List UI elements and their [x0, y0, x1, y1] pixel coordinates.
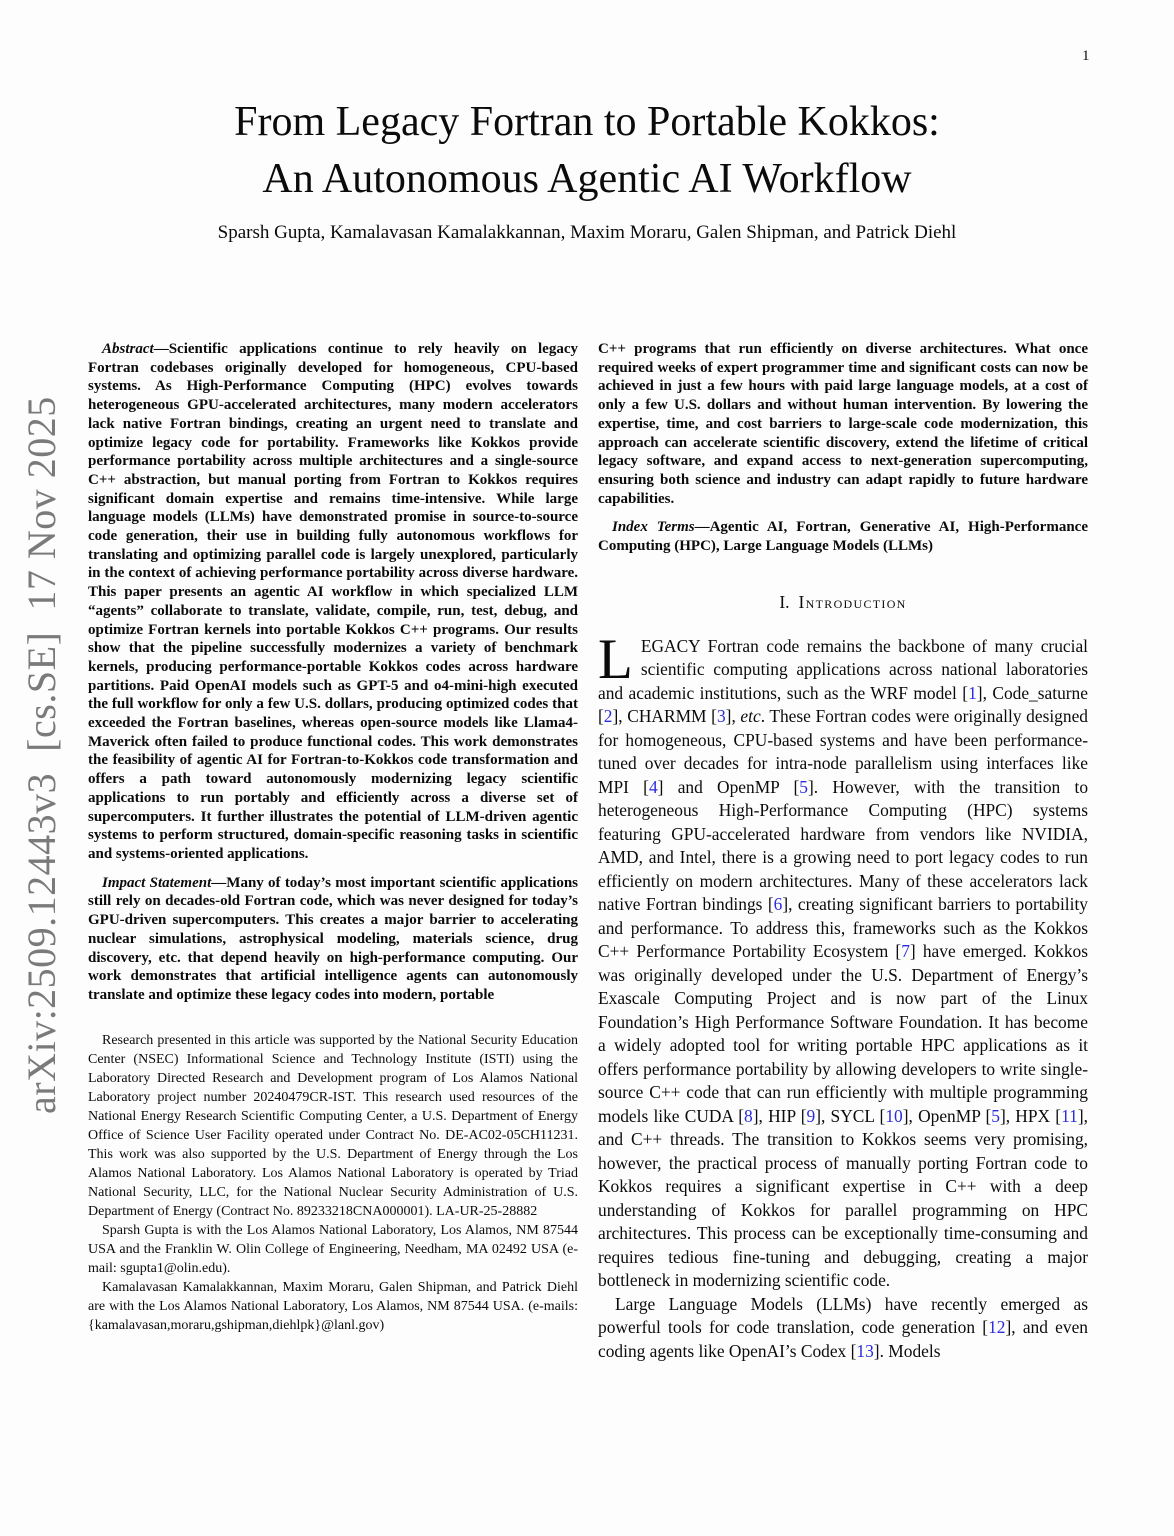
author-line: Sparsh Gupta, Kamalavasan Kamalakkannan, Maxim Moraru, Galen Shipman, and Patrick Diehl: [217, 222, 957, 243]
impact-statement-continuation: C++ programs that run efficiently on diverse architectures. What once required weeks of expert programmer time and significant costs can now be achieved in just a few hours with paid large language models, at a cost of only a few U.S. dollars and without human intervention. By lowering the expertise, time, and cost barriers to large-scale code modernization, this approach can accelerate scientific discovery, extend the lifetime of critical legacy software, and expand access to next-generation supercomputing, ensuring both science and industry can adapt rapidly to future hardware capabilities.: [598, 341, 1088, 507]
left-column: [88, 340, 578, 1363]
citation-ref[interactable]: 8: [744, 1105, 753, 1126]
citation-ref[interactable]: 6: [773, 894, 783, 915]
abstract-label: Abstract: [102, 341, 154, 357]
index-terms-text: Agentic AI, Fortran, Generative AI, High-Performance Computing (HPC), Large Language Models (LLMs): [598, 519, 1088, 555]
impact-statement-text: Many of today’s most important scientific applications still rely on decades-old Fortran code, which was never designed for today’s GPU-driven supercomputers. This creates a major barrier to accelerating nuclear simulations, astrophysical modeling, materials science, drug discovery, etc. that depend heavily on high-performance computing. Our work demonstrates that artificial intelligence agents can autonomously translate and optimize these legacy codes into modern, portable: [88, 874, 578, 1003]
section-heading-introduction: [598, 592, 1088, 613]
citation-ref[interactable]: 10: [885, 1105, 903, 1126]
footnote-author-gupta: Sparsh Gupta is with the Los Alamos National Laboratory, Los Alamos, NM 87544 USA and the Franklin W. Olin College of Engineering, Needham, MA 02492 USA (e-mail: sgupta1@olin.edu).: [88, 1222, 578, 1276]
impact-statement-label: Impact Statement: [102, 874, 212, 891]
section-title: Introduction: [798, 591, 907, 612]
citation-ref[interactable]: 3: [716, 706, 726, 727]
citation-ref[interactable]: 12: [988, 1317, 1006, 1338]
intro-paragraph-1-text: EGACY Fortran code remains the backbone of many crucial scientific computing applications across national laboratories and academic institutions, such as the WRF model [1], Code_saturne [2], CHARMM [3], etc. These Fortran codes were originally designed for homogeneous, CPU-based systems and have been performance-tuned over decades for intra-node parallelism using interfaces like MPI [4] and OpenMP [5]. However, with the transition to heterogeneous High-Performance Computing (HPC) systems featuring GPU-accelerated hardware from vendors like NVIDIA, AMD, and Intel, there is a growing need to port legacy codes to run efficiently on modern architectures. Many of these accelerators lack native Fortran bindings [6], creating significant barriers to portability and performance. To address this, frameworks such as the Kokkos C++ Performance Portability Ecosystem [7] have emerged. Kokkos was originally developed under the U.S. Department of Energy’s Exascale Computing Project and is now part of the Linux Foundation’s High Performance Software Foundation. It has become a widely adopted tool for writing portable HPC applications as it offers performance portability by allowing developers to write single-source C++ code that can run efficiently with multiple programming models like CUDA [8], HIP [9], SYCL [10], OpenMP [5], HPX [11], and C++ threads. The transition to Kokkos seems very promising, however, the practical process of manually porting Fortran code to Kokkos requires a significant expertise in C++ with a deep understanding of Kokkos for parallel programming on HPC architectures. This process can be exceptionally time-consuming and requires tedious fine-tuning and debugging, creating a major bottleneck in modernizing scientific code.: [598, 635, 1089, 1291]
footnote-block: [88, 1031, 578, 1335]
abstract-dash: —: [153, 341, 169, 357]
citation-ref[interactable]: 5: [799, 776, 808, 797]
section-number: I.: [779, 591, 790, 612]
right-column: [598, 340, 1088, 1363]
impact-statement-dash: —: [211, 874, 227, 891]
citation-ref[interactable]: 13: [856, 1340, 874, 1361]
citation-ref[interactable]: 7: [901, 941, 910, 962]
citation-ref[interactable]: 9: [806, 1105, 816, 1126]
citation-ref[interactable]: 1: [968, 682, 977, 703]
italic-text: etc: [740, 706, 761, 727]
paper-title-line1: From Legacy Fortran to Portable Kokkos:: [234, 99, 940, 145]
abstract-text: Scientific applications continue to rely heavily on legacy Fortran codebases originally developed for homogeneous, CPU-based systems. As High-Performance Computing (HPC) evolves towards heterogeneous GPU-accelerated architectures, many modern accelerators lack native Fortran bindings, creating an urgent need to translate and optimize legacy code for portability. Frameworks like Kokkos provide performance portability across multiple architectures and a single-source C++ abstraction, but manual porting from Fortran to Kokkos requires significant domain expertise and remains time-intensive. While large language models (LLMs) have demonstrated promise in source-to-source code generation, their use in building fully autonomous workflows for translating and optimizing parallel code is largely unexplored, particularly in the context of achieving performance portability across diverse hardware. This paper presents an agentic AI workflow in which specialized LLM “agents” collaborate to translate, validate, compile, run, test, debug, and optimize Fortran kernels into portable Kokkos C++ programs. Our results show that the pipeline successfully modernizes a variety of benchmark kernels, producing performance-portable Kokkos codes across hardware partitions. Paid OpenAI models such as GPT-5 and o4-mini-high executed the full workflow for only a few U.S. dollars, producing optimized codes that exceeded the Fortran baselines, whereas open-source models like Llama4-Maverick often failed to produce functional codes. This work demonstrates the feasibility of agentic AI for Fortran-to-Kokkos code transformation and offers a path toward autonomously modernizing legacy scientific applications to run portably and efficiently across a diverse set of supercomputers. It further illustrates the potential of LLM-driven agentic systems to perform structured, domain-specific reasoning tasks in scientific and systems-oriented applications.: [88, 341, 578, 862]
intro-paragraph-2-text: Large Language Models (LLMs) have recently emerged as powerful tools for code translation, code generation [12], and even coding agents like OpenAI’s Codex [13]. Models: [598, 1293, 1088, 1361]
two-column-body: [88, 340, 1088, 1363]
citation-ref[interactable]: 11: [1061, 1105, 1078, 1126]
page-number: 1: [1082, 48, 1090, 64]
index-terms-paragraph: [598, 518, 1088, 555]
drop-cap: L: [598, 627, 633, 691]
citation-ref[interactable]: 2: [603, 706, 613, 727]
arxiv-watermark: arXiv:2509.12443v3 [cs.SE] 17 Nov 2025: [19, 396, 64, 1114]
citation-ref[interactable]: 4: [648, 776, 658, 797]
paper-title: [0, 94, 1174, 208]
index-terms-label: Index Terms: [612, 519, 695, 536]
index-terms-dash: —: [694, 519, 710, 536]
footnote-authors-lanl: Kamalavasan Kamalakkannan, Maxim Moraru, Galen Shipman, and Patrick Diehl are with the Los Alamos National Laboratory, Los Alamos, NM 87544 USA. (e-mails: {kamalavasan,moraru,gshipman,diehlpk}@lanl.gov): [88, 1279, 578, 1333]
citation-ref[interactable]: 5: [991, 1105, 1000, 1126]
impact-statement-paragraph: [88, 874, 578, 1005]
intro-paragraph-2: [598, 1293, 1088, 1364]
abstract-paragraph: [88, 340, 578, 864]
paper-title-line2: An Autonomous Agentic AI Workflow: [262, 156, 912, 202]
footnote-funding: Research presented in this article was supported by the National Security Education Center (NSEC) Informational Science and Technology Institute (ISTI) using the Laboratory Directed Research and Development program of Los Alamos National Laboratory project number 20240479CR-IST. This research used resources of the National Energy Research Scientific Computing Center, a U.S. Department of Energy Office of Science User Facility operated under Contract No. DE-AC02-05CH11231. This work was also supported by the U.S. Department of Energy through the Los Alamos National Laboratory. Los Alamos National Laboratory is operated by Triad National Security, LLC, for the National Nuclear Security Administration of U.S. Department of Energy (Contract No. 89233218CNA000001). LA-UR-25-28882: [88, 1032, 578, 1219]
intro-paragraph-1: [598, 627, 1089, 1293]
